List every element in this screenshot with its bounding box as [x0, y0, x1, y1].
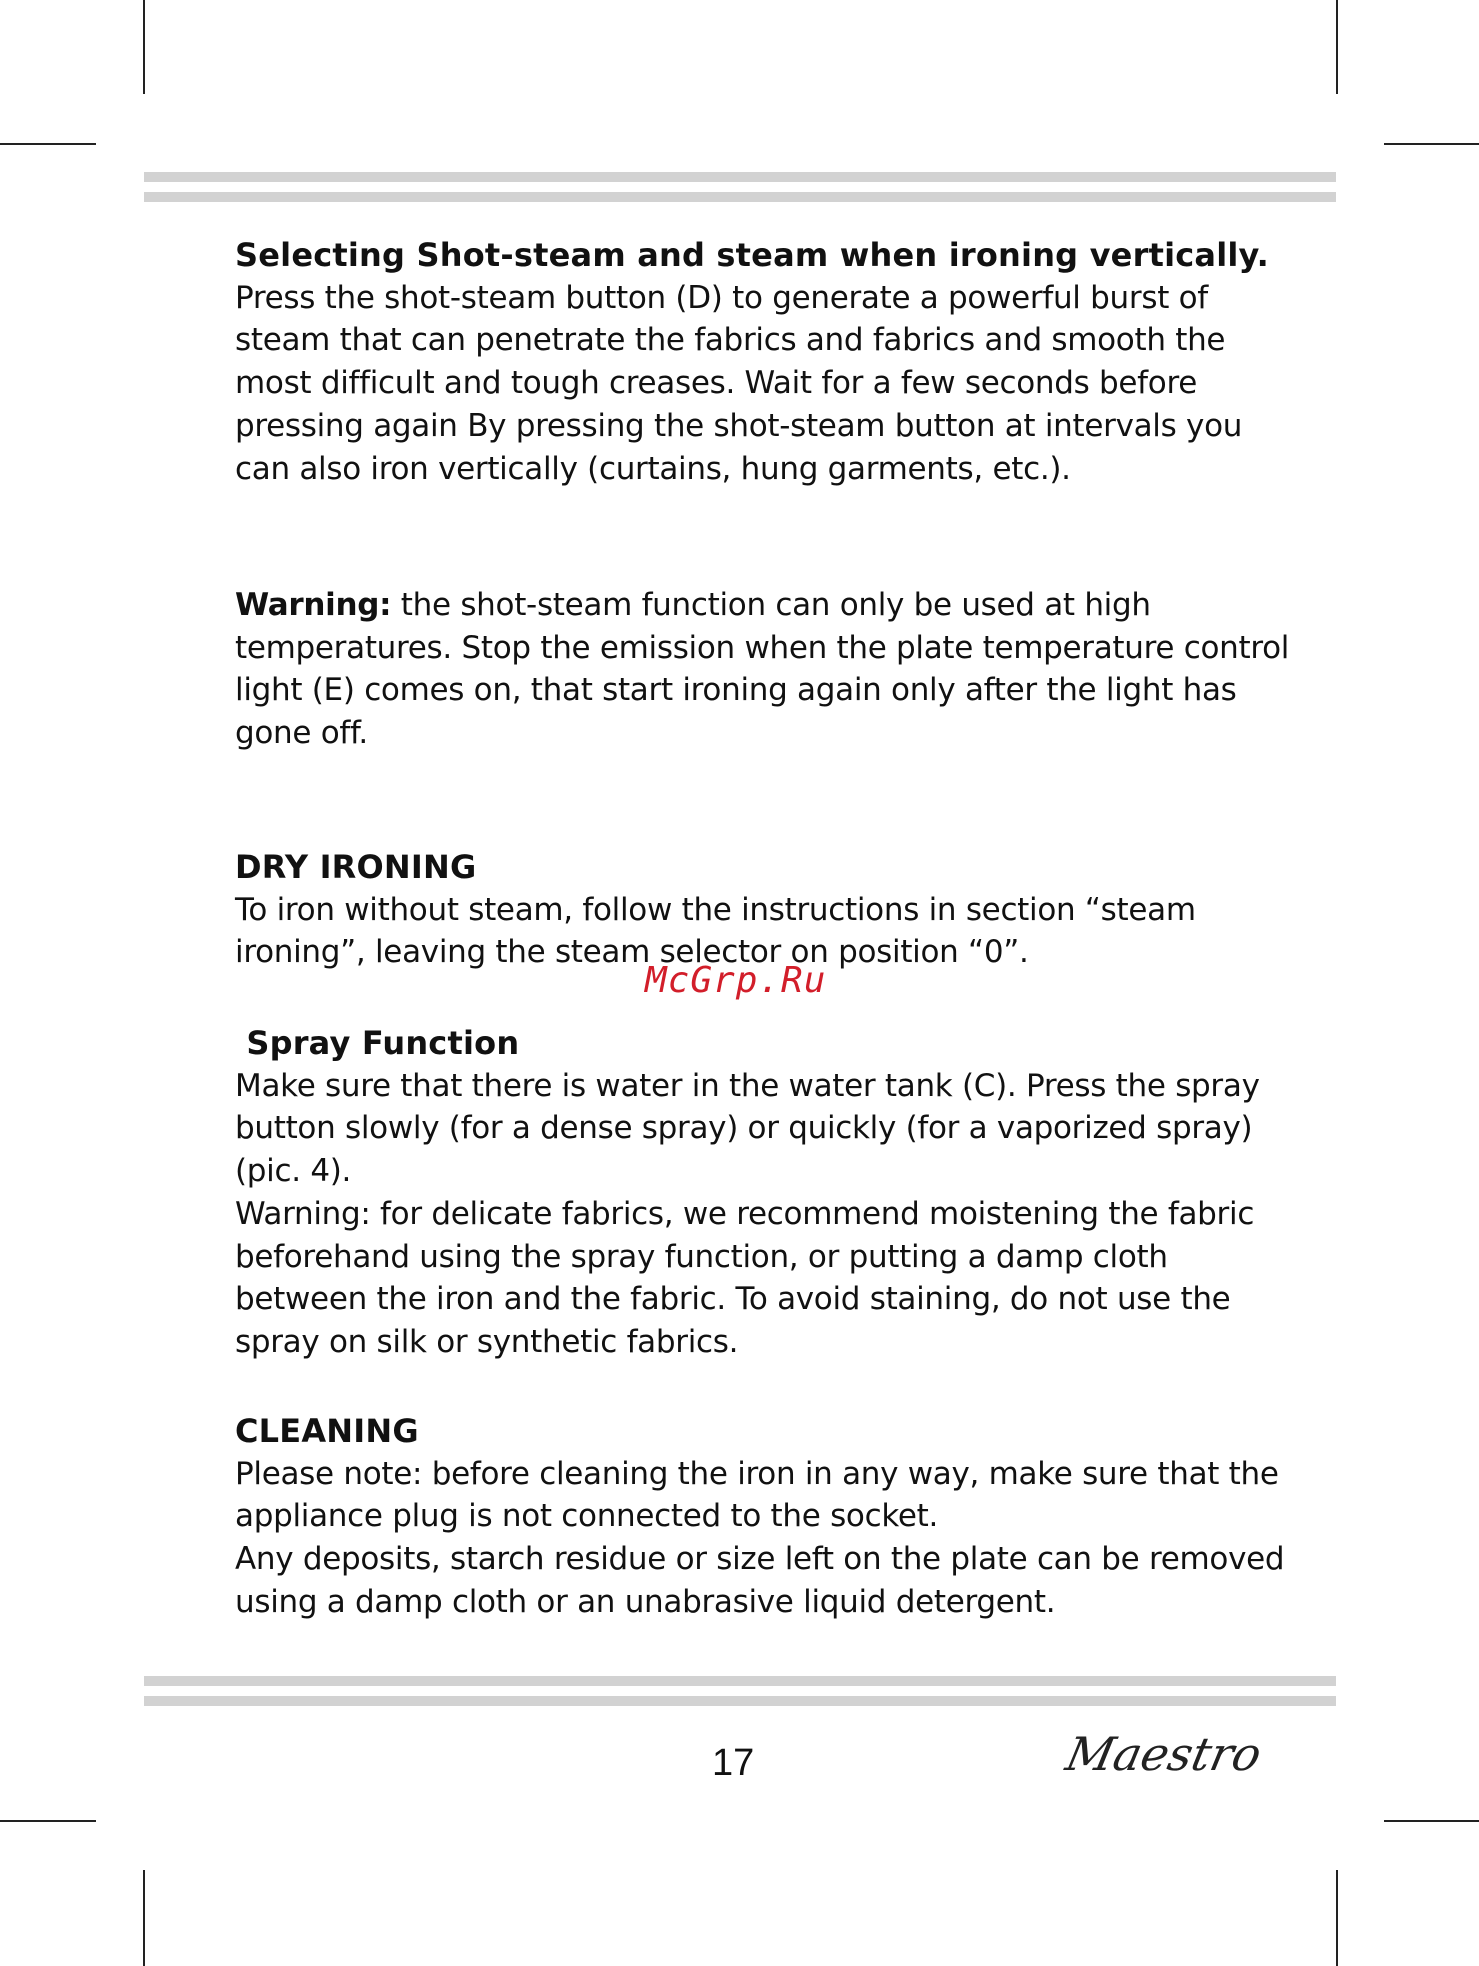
- text-line: spray on silk or synthetic fabrics.: [235, 1323, 739, 1360]
- crop-mark: [0, 143, 96, 145]
- text-line: button slowly (for a dense spray) or quickly (for a vaporized spray): [235, 1110, 1253, 1147]
- page-number: 17: [712, 1742, 755, 1784]
- bottom-rule: [144, 1676, 1336, 1686]
- brand-logo: [1061, 1722, 1267, 1784]
- warning-first-line: [235, 584, 1295, 627]
- section-heading: Selecting Shot-steam and steam when ironing vertically.: [235, 236, 1270, 274]
- section-spray: [235, 1022, 1295, 1364]
- crop-mark: [143, 1870, 145, 1966]
- section-heading: CLEANING: [235, 1412, 419, 1450]
- crop-mark: [1336, 0, 1338, 94]
- text-line: gone off.: [235, 715, 368, 752]
- crop-mark: [1384, 143, 1479, 145]
- text-segment: the shot-steam function can only be used at high: [391, 587, 1151, 623]
- watermark: McGrp.Ru: [645, 960, 827, 1001]
- text-line: steam that can penetrate the fabrics and fabrics and smooth the: [235, 322, 1226, 359]
- brand-logo-text: Maestro: [1061, 1727, 1267, 1781]
- text-line: Please note: before cleaning the iron in any way, make sure that the: [235, 1455, 1279, 1492]
- text-line: temperatures. Stop the emission when the plate temperature control: [235, 629, 1290, 666]
- section-heading: Spray Function: [235, 1024, 520, 1062]
- crop-mark: [0, 1820, 96, 1822]
- top-rule: [144, 192, 1336, 202]
- crop-mark: [1336, 1870, 1338, 1966]
- text-line: most difficult and tough creases. Wait for a few seconds before: [235, 365, 1197, 402]
- text-line: Warning: for delicate fabrics, we recommend moistening the fabric: [235, 1195, 1255, 1232]
- crop-mark: [143, 0, 145, 94]
- text-line: using a damp cloth or an unabrasive liquid detergent.: [235, 1583, 1056, 1620]
- text-line: light (E) comes on, that start ironing again only after the light has: [235, 672, 1237, 709]
- text-line: Any deposits, starch residue or size left on the plate can be removed: [235, 1541, 1285, 1578]
- text-line: ironing”, leaving the steam selector on position “0”.: [235, 934, 1029, 971]
- section-cleaning: [235, 1410, 1295, 1624]
- bottom-rule: [144, 1696, 1336, 1706]
- text-line: can also iron vertically (curtains, hung garments, etc.).: [235, 450, 1071, 487]
- text-line: beforehand using the spray function, or putting a damp cloth: [235, 1238, 1168, 1275]
- section-shot-steam: [235, 234, 1295, 490]
- crop-mark: [1384, 1820, 1479, 1822]
- section-warning: [235, 584, 1295, 755]
- text-line: (pic. 4).: [235, 1153, 352, 1190]
- text-line: between the iron and the fabric. To avoid staining, do not use the: [235, 1281, 1231, 1318]
- text-line: Press the shot-steam button (D) to generate a powerful burst of: [235, 279, 1208, 316]
- text-line: pressing again By pressing the shot-steam button at intervals you: [235, 407, 1243, 444]
- section-dry-ironing: [235, 846, 1295, 974]
- top-rule: [144, 172, 1336, 182]
- text-line: To iron without steam, follow the instructions in section “steam: [235, 891, 1196, 928]
- warning-label: Warning:: [235, 587, 392, 623]
- text-line: appliance plug is not connected to the socket.: [235, 1498, 939, 1535]
- section-heading: DRY IRONING: [235, 848, 477, 886]
- text-line: Make sure that there is water in the water tank (C). Press the spray: [235, 1067, 1260, 1104]
